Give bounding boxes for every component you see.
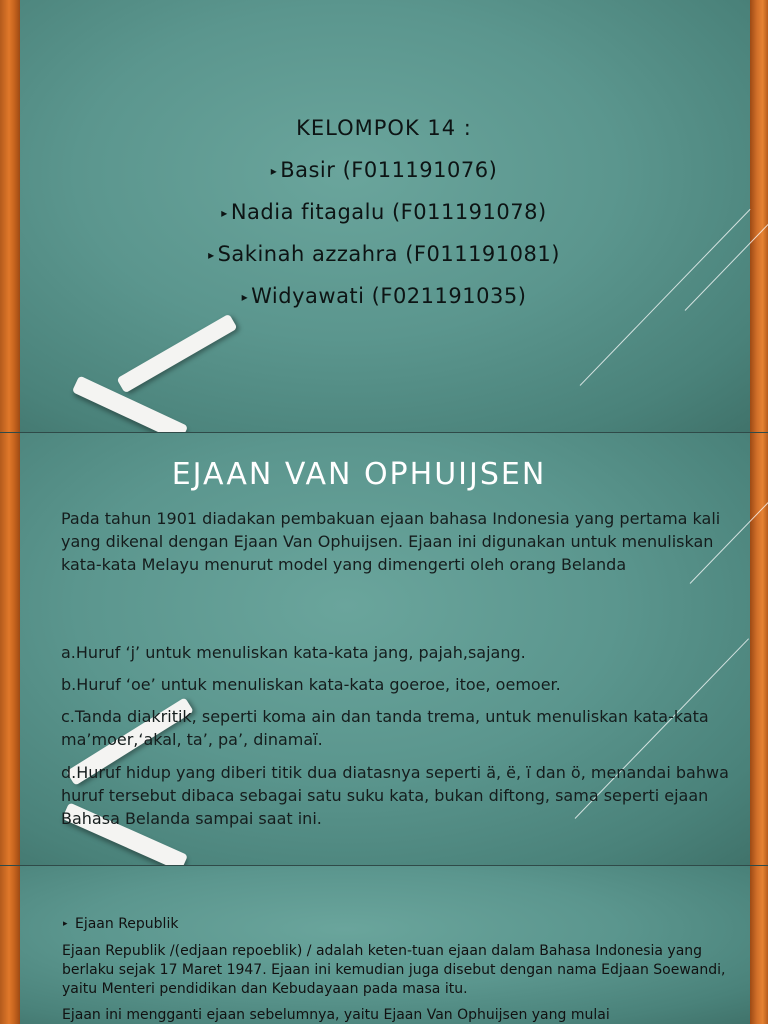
intro-paragraph: Pada tahun 1901 diadakan pembakuan ejaan bahasa Indonesia yang pertama kali yang dikenal dengan Ejaan Van Ophuijsen. Ejaan ini digunakan untuk menuliskan kata-kata Melayu menurut model yang dimengerti oleh orang Belanda bbox=[61, 509, 721, 574]
member-label: Widyawati (F021191035) bbox=[251, 284, 527, 308]
point-c: c.Tanda diakritik, seperti koma ain dan tanda trema, untuk menuliskan kata-kata ma’moer,‘akal, ta’, pa’, dinamaï. bbox=[61, 707, 709, 749]
chalkboard-frame-right bbox=[750, 433, 768, 865]
chalkboard-frame-right bbox=[750, 866, 768, 1024]
section-heading bbox=[63, 916, 178, 932]
member-label: Nadia fitagalu (F011191078) bbox=[230, 200, 547, 224]
chalkboard-frame-left bbox=[0, 433, 20, 865]
body-paragraph: Ejaan Republik /(edjaan repoeblik) / adalah keten-tuan ejaan dalam Bahasa Indonesia yang berlaku sejak 17 Maret 1947. Ejaan ini kemudian juga disebut dengan nama Edjaan Soewandi, yaitu Menteri pendidikan dan Kebudayaan pada masa itu. bbox=[62, 943, 726, 997]
slide-1 bbox=[0, 0, 768, 432]
bullet-icon: ▸ bbox=[208, 248, 215, 262]
member-label: Basir (F011191076) bbox=[280, 158, 498, 182]
slide-title: EJAAN VAN OPHUIJSEN bbox=[171, 457, 547, 492]
member-label: Sakinah azzahra (F011191081) bbox=[217, 242, 560, 266]
bullet-icon: ▸ bbox=[241, 290, 249, 304]
member-item bbox=[0, 200, 768, 224]
section-heading-label: Ejaan Republik bbox=[74, 916, 179, 932]
point-a: a.Huruf ‘j’ untuk menuliskan kata-kata jang, pajah,sajang. bbox=[61, 643, 526, 662]
group-title: KELOMPOK 14 : bbox=[296, 116, 472, 140]
member-item bbox=[0, 284, 768, 308]
bullet-icon: ▸ bbox=[270, 164, 278, 178]
chalkboard-frame-left bbox=[0, 866, 20, 1024]
chalk-piece bbox=[116, 314, 237, 394]
slide-2 bbox=[0, 433, 768, 865]
member-item bbox=[0, 158, 768, 182]
body-paragraph: Ejaan ini mengganti ejaan sebelumnya, yaitu Ejaan Van Ophuijsen yang mulai bbox=[62, 1007, 610, 1023]
bullet-icon: ▸ bbox=[63, 919, 68, 929]
point-b: b.Huruf ‘oe’ untuk menuliskan kata-kata goeroe, itoe, oemoer. bbox=[61, 675, 561, 694]
slide-3 bbox=[0, 866, 768, 1024]
bullet-icon: ▸ bbox=[221, 206, 228, 220]
member-item bbox=[0, 242, 768, 266]
point-d: d.Huruf hidup yang diberi titik dua diatasnya seperti ä, ë, ï dan ö, menandai bahwa huruf tersebut dibaca sebagai satu suku kata, bukan diftong, sama seperti ejaan Bahasa Belanda sampai saat ini. bbox=[61, 763, 729, 828]
